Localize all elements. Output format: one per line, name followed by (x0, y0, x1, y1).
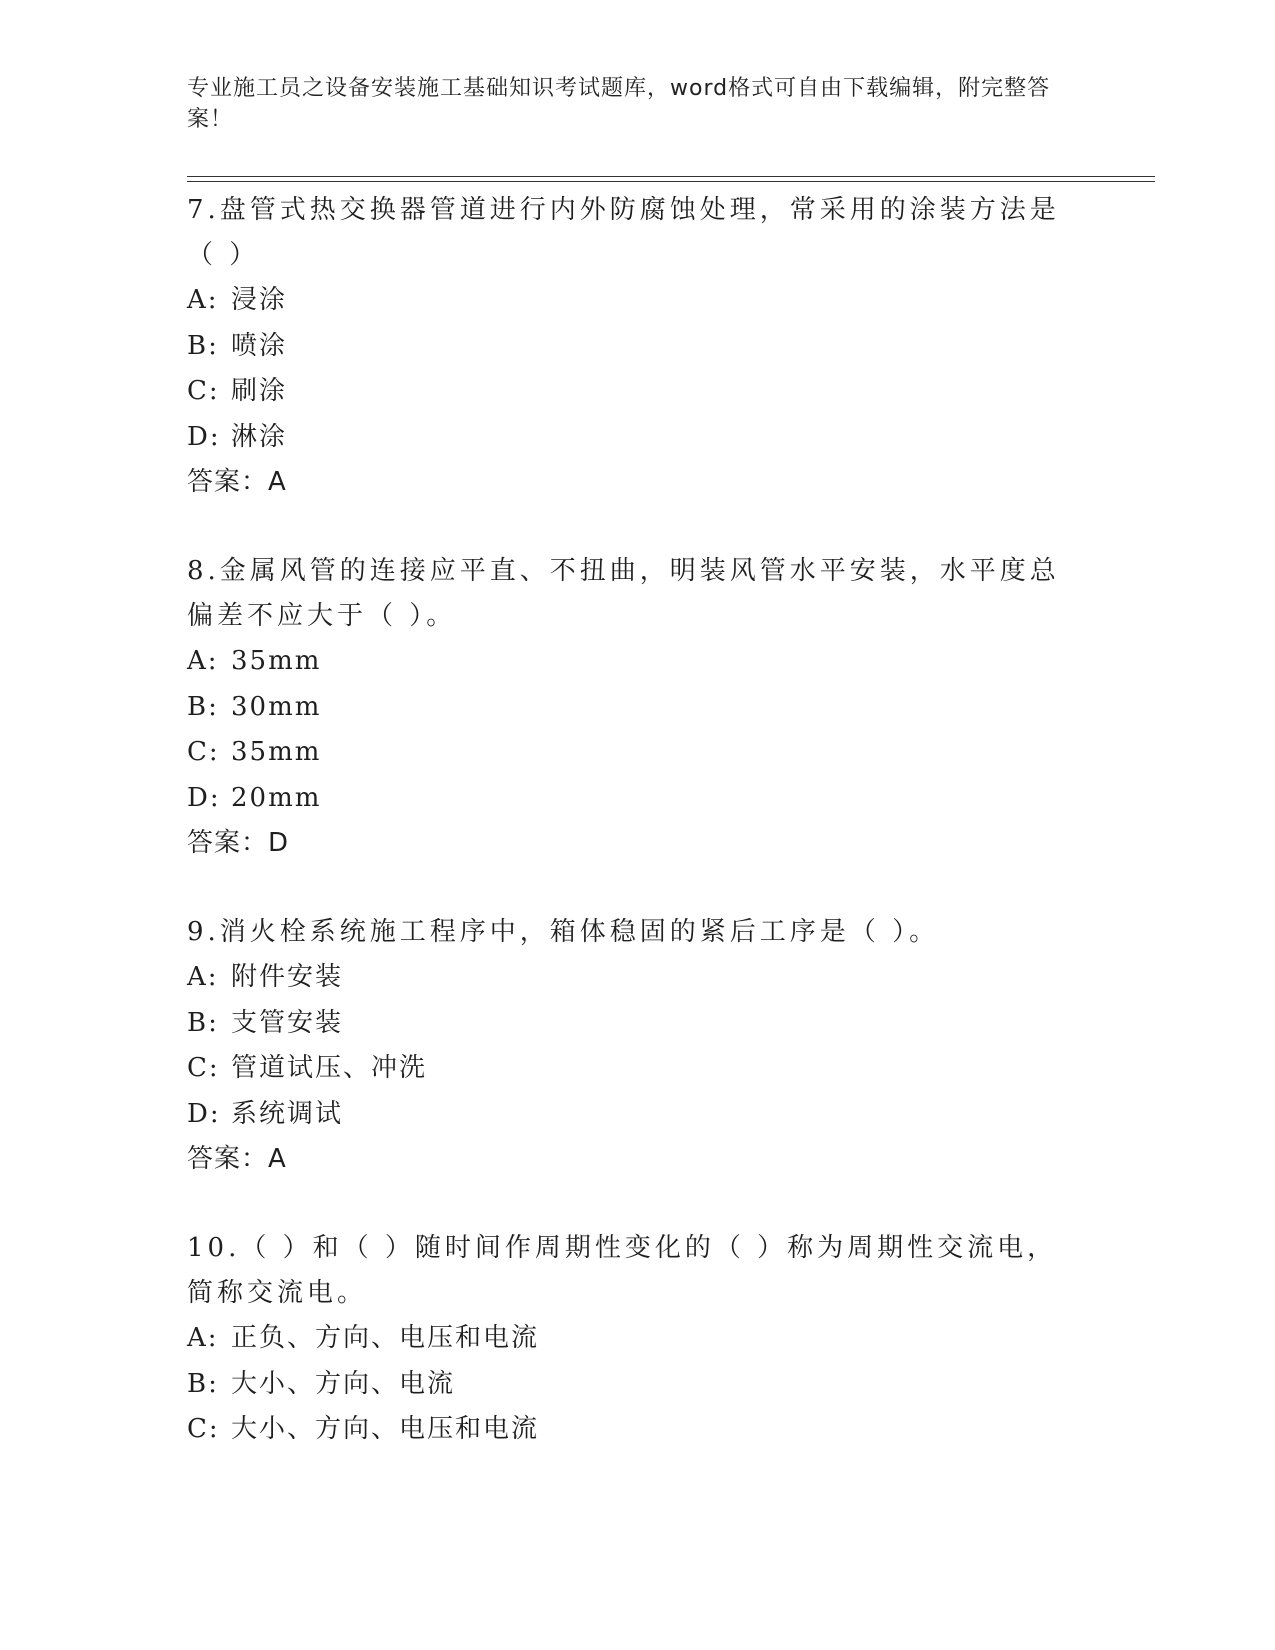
option-text: 管道试压、冲洗 (231, 1053, 428, 1083)
option-text: 大小、方向、电流 (231, 1368, 456, 1399)
option-a (187, 955, 1067, 1001)
option-letter: D: (187, 1098, 221, 1129)
option-b (187, 1362, 1067, 1408)
option-b (187, 324, 1067, 370)
option-text: 浸涂 (231, 285, 288, 315)
option-letter: B: (187, 1007, 219, 1038)
option-d (187, 776, 1067, 822)
option-text: 喷涂 (231, 330, 288, 361)
answer-line: 答案：A (187, 467, 287, 497)
option-c (187, 369, 1067, 415)
option-text: 附件安装 (231, 962, 344, 992)
option-letter: C: (187, 1053, 220, 1083)
option-b (187, 1001, 1067, 1047)
option-d (187, 415, 1067, 461)
header-divider-bottom (187, 181, 1155, 182)
question-10 (187, 1226, 1067, 1453)
option-text: 淋涂 (231, 421, 288, 452)
question-stem: 10.（ ）和（ ）随时间作周期性变化的（ ）称为周期性交流电，简称交流电。 (187, 1233, 1058, 1308)
option-letter: A: (187, 646, 219, 676)
option-c (187, 1407, 1067, 1453)
option-letter: A: (187, 962, 219, 992)
option-b (187, 685, 1067, 731)
option-letter: D: (187, 782, 221, 813)
option-a (187, 1316, 1067, 1362)
option-text: 系统调试 (231, 1098, 344, 1129)
option-a (187, 639, 1067, 685)
option-c (187, 730, 1067, 776)
question-7 (187, 188, 1067, 505)
option-text: 正负、方向、电压和电流 (231, 1323, 540, 1353)
option-text: 35mm (231, 737, 322, 767)
option-letter: B: (187, 330, 219, 361)
answer-line: 答案：D (187, 828, 290, 858)
option-d (187, 1092, 1067, 1138)
option-text: 刷涂 (231, 376, 288, 406)
option-text: 支管安装 (231, 1007, 344, 1038)
document-title: 专业施工员之设备安装施工基础知识考试题库，word格式可自由下载编辑，附完整答案！ (187, 76, 1051, 132)
option-letter: C: (187, 1414, 220, 1444)
question-8 (187, 549, 1067, 866)
option-letter: D: (187, 421, 221, 452)
option-letter: B: (187, 1368, 219, 1399)
option-letter: B: (187, 691, 219, 722)
option-letter: A: (187, 285, 219, 315)
option-c (187, 1046, 1067, 1092)
option-text: 20mm (231, 782, 322, 813)
question-stem: 7.盘管式热交换器管道进行内外防腐蚀处理，常采用的涂装方法是（ ） (187, 195, 1060, 270)
answer-line: 答案：A (187, 1144, 287, 1174)
option-letter: C: (187, 376, 220, 406)
header-divider-top (187, 176, 1155, 177)
question-list (187, 188, 1067, 1497)
option-letter: A: (187, 1323, 219, 1353)
option-letter: C: (187, 737, 220, 767)
option-a (187, 278, 1067, 324)
option-text: 30mm (231, 691, 322, 722)
option-text: 35mm (231, 646, 322, 676)
option-text: 大小、方向、电压和电流 (231, 1414, 540, 1444)
question-stem: 9.消火栓系统施工程序中，箱体稳固的紧后工序是（ ）。 (187, 917, 940, 947)
question-9 (187, 910, 1067, 1182)
question-stem: 8.金属风管的连接应平直、不扭曲，明装风管水平安装，水平度总偏差不应大于（ ）。 (187, 556, 1060, 631)
